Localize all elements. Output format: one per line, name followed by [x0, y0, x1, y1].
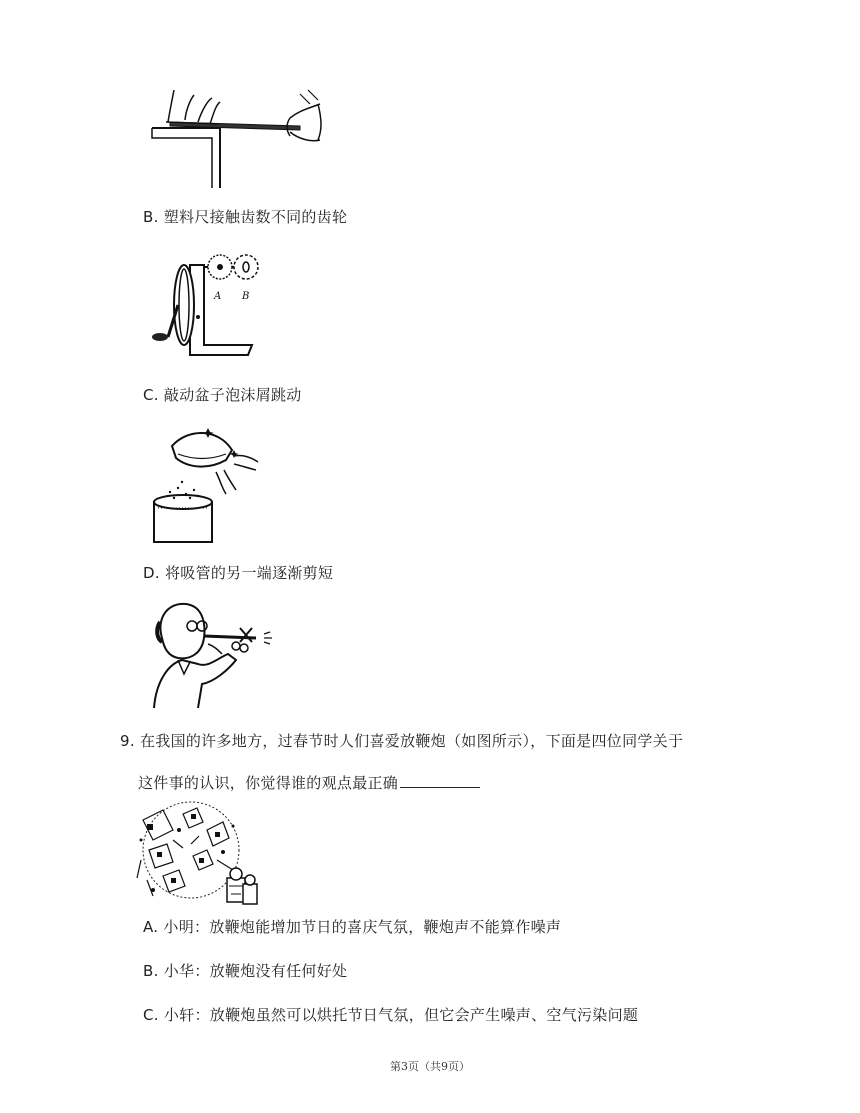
option-b-xiaohua: B. 小华：放鞭炮没有任何好处 — [143, 962, 348, 980]
gear-a-label: A — [214, 291, 222, 302]
gear-apparatus-figure — [148, 245, 268, 370]
answer-blank[interactable] — [400, 771, 480, 788]
option-a-xiaoming: A. 小明：放鞭炮能增加节日的喜庆气氛，鞭炮声不能算作噪声 — [143, 918, 562, 936]
basin-drum-figure — [148, 420, 263, 545]
option-d-straw-cut: D. 将吸管的另一端逐渐剪短 — [143, 564, 334, 582]
option-c-basin-foam: C. 敲动盆子泡沫屑跳动 — [143, 386, 302, 404]
firecracker-figure — [133, 800, 263, 910]
gear-b-label: B — [242, 291, 250, 302]
question-9-line-1: 9. 在我国的许多地方，过春节时人们喜爱放鞭炮（如图所示），下面是四位同学关于 — [120, 732, 684, 750]
question-9-stem-end: 这件事的认识，你觉得谁的观点最正确 — [138, 774, 399, 792]
straw-cutting-figure — [148, 598, 278, 710]
ruler-on-table-figure — [150, 80, 330, 190]
page-footer: 第3页（共9页） — [390, 1060, 470, 1073]
option-b-ruler-gears: B. 塑料尺接触齿数不同的齿轮 — [143, 208, 348, 226]
option-c-xiaoxuan: C. 小轩：放鞭炮虽然可以烘托节日气氛，但它会产生噪声、空气污染问题 — [143, 1006, 639, 1024]
question-9-line-2 — [138, 771, 480, 793]
